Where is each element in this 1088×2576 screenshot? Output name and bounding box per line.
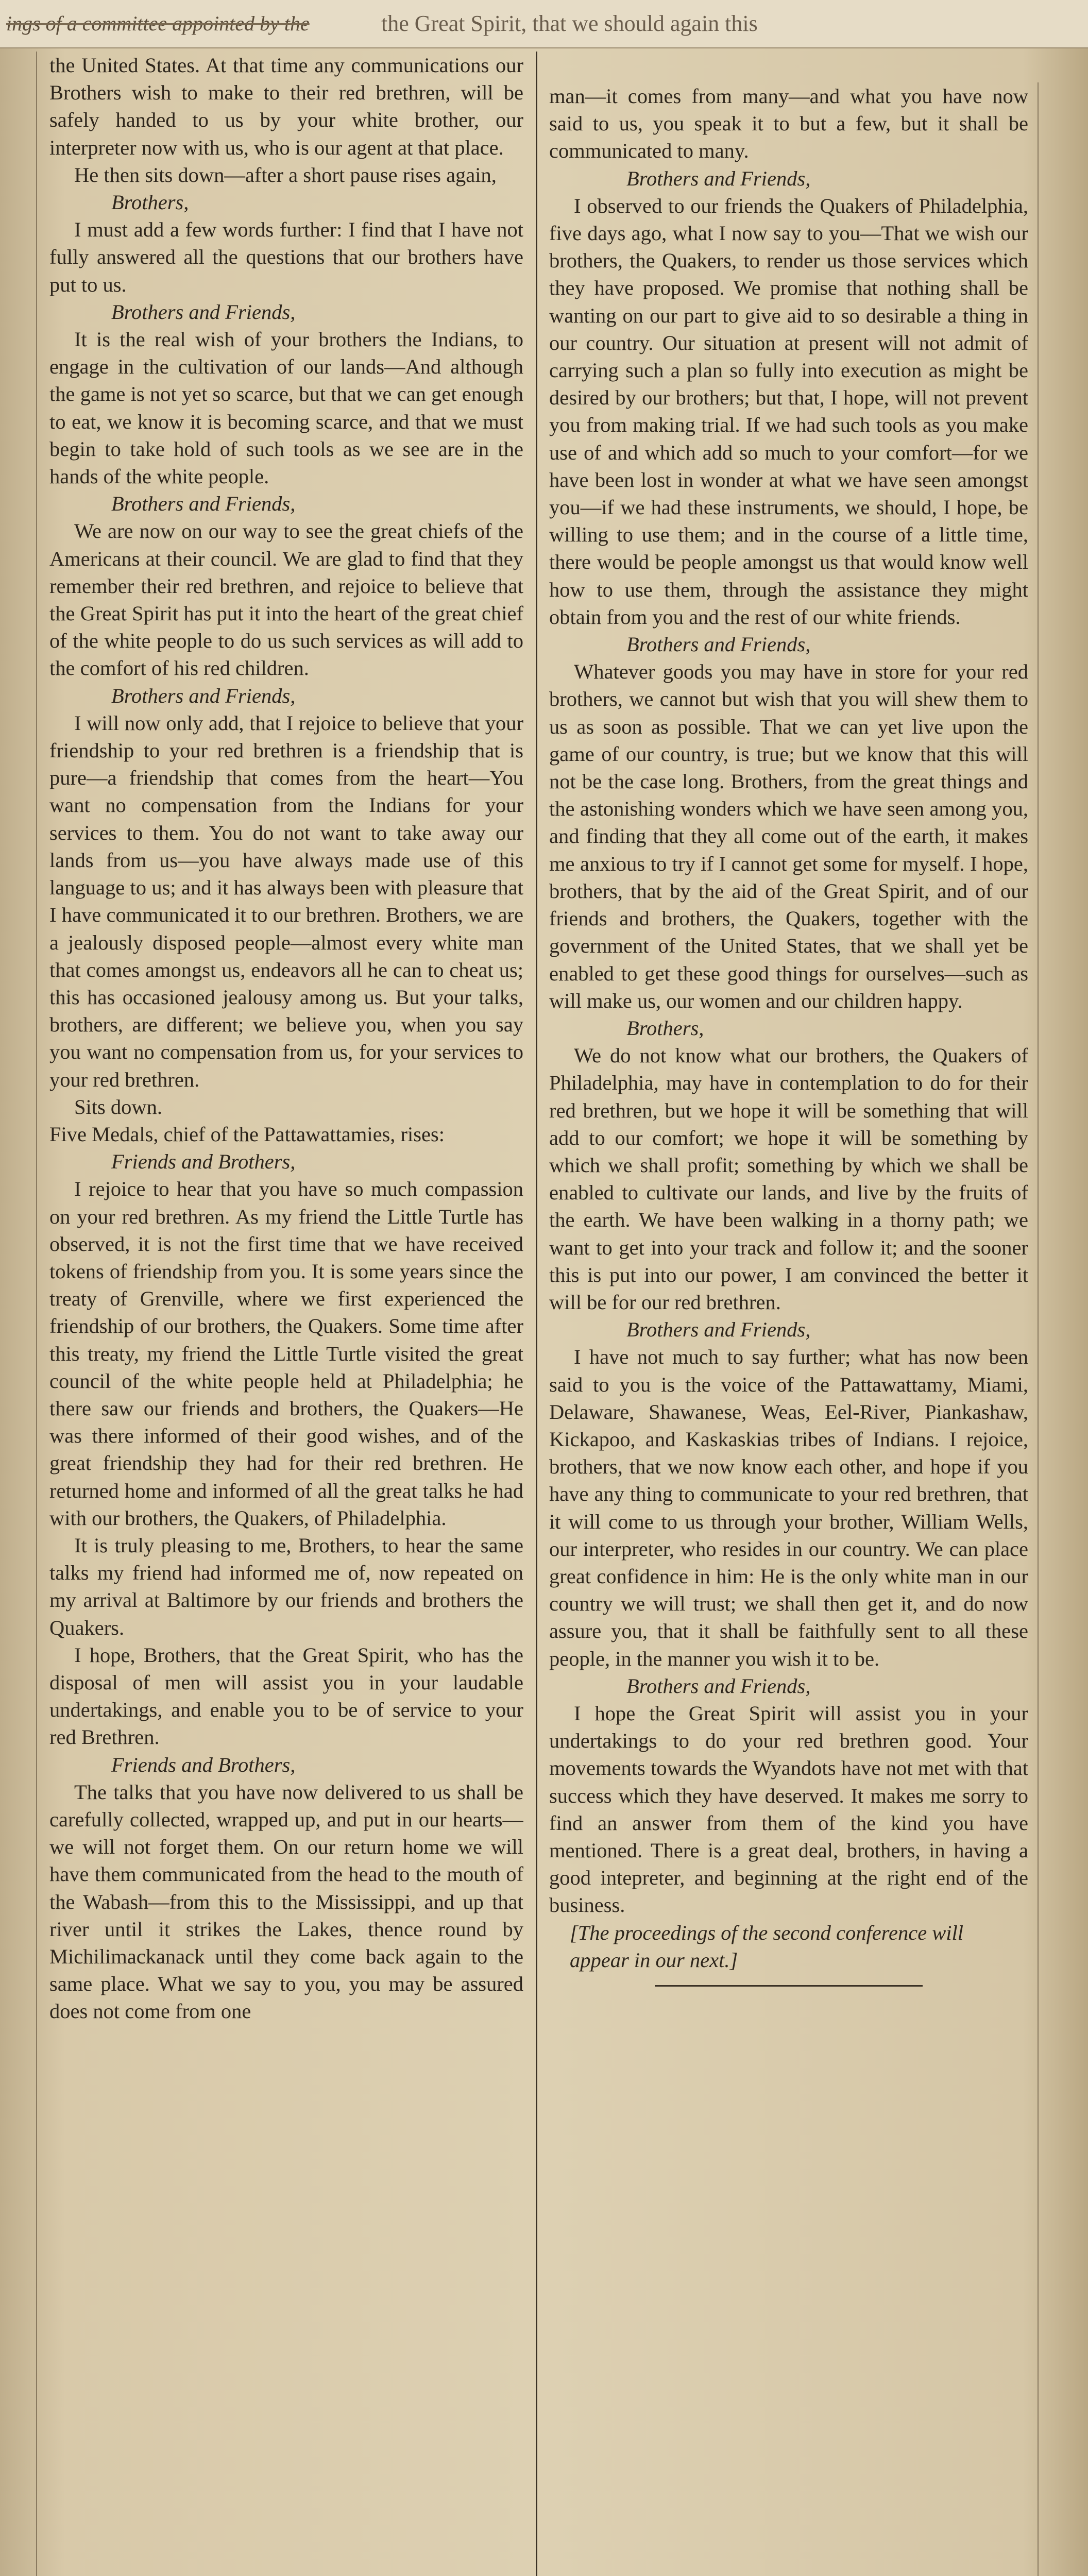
salutation: Brothers, xyxy=(111,191,189,214)
left-margin-rule xyxy=(36,52,37,2576)
paragraph: We do not know what our brothers, the Quakers of Philadelphia, may have in contemplation to do for their red brethren, but we hope it will be something that will add to our comfort; we hope it will be something by which we shall profit; something by which we shall be enabled to cultivate our lands, and live by the fruits of the earth. We have been walking in a thorny path; we want to get into your track and follow it; and the sooner this is put into our power, I am convinced the better it will be for our red brethren. xyxy=(549,1044,1028,1314)
header-fragment-left: ings of a committee appointed by the xyxy=(6,12,310,35)
column-divider xyxy=(536,52,537,2576)
paragraph: Sits down. xyxy=(74,1095,163,1118)
paragraph: I will now only add, that I rejoice to believe that your friendship to your red brethren is a friendship that is pure—a friendship that comes from the heart—You want no compensation from the Indians for your services to them. You do not want to take away our lands from us—you have always made use of this language to us; and it has always been with pleasure that I have communicated it to our brethren. Brothers, we are a jealously disposed people—almost every white man that comes amongst us, endeavors all he can to cheat us; this has occasioned jealousy among us. But your talks, brothers, are different; we believe you, when you say you want no compensation from us, for your services to your red brethren. xyxy=(49,711,523,1091)
header-fragment-right: the Great Spirit, that we should again this xyxy=(381,11,758,36)
paragraph: It is the real wish of your brothers the Indians, to engage in the cultivation of our lands—And although the game is not yet so scarce, but that we can get enough to eat, we know it is becoming scarce, and that we must begin to take hold of such tools as we see are in the hands of the white people. xyxy=(49,328,523,488)
paragraph: The talks that you have now delivered to us shall be carefully collected, wrapped up, and put in our hearts—we will not forget them. On our return home we will have them communicated from the head to the mouth of the Wabash—from this to the Mississippi, and up that river until it strikes the Lakes, thence round by Michilimackanack until they come back again to the same place. What we say to you, you may be assured does not come from one xyxy=(49,1780,523,2023)
salutation: Brothers and Friends, xyxy=(111,684,296,707)
left-column xyxy=(49,52,523,2576)
salutation: Brothers and Friends, xyxy=(111,492,296,516)
paragraph: I rejoice to hear that you have so much compassion on your red brethren. As my friend the Little Turtle has observed, it is not the first time that we have received tokens of friendship from you. It is some years since the treaty of Grenville, where we first experienced the friendship of our brothers, the Quakers. Some time after this treaty, my friend the Little Turtle visited the great council of the white people held at Philadelphia; he there saw our friends and brothers, the Quakers—He was there informed of their good wishes, and of the great friendship they had for their red brethren. He returned home and informed of all the great talks he had with our brothers, the Quakers, of Philadelphia. xyxy=(49,1177,523,1530)
salutation: Brothers and Friends, xyxy=(626,1674,811,1698)
salutation: Friends and Brothers, xyxy=(111,1753,296,1776)
paragraph: Five Medals, chief of the Pattawattamies, rises: xyxy=(49,1122,445,1146)
paragraph: I must add a few words further: I find that I have not fully answered all the questions that our brothers have put to us. xyxy=(49,218,523,296)
salutation: Brothers and Friends, xyxy=(626,166,811,190)
paragraph: I observed to our friends the Quakers of Philadelphia, five days ago, what I now say to you—That we wish our brothers, the Quakers, to render us those services which they have proposed. We promise that nothing shall be wanting on our part to give aid to so desirable a thing in our country. Our situation at present will not admit of carrying such a plan so fully into execution as might be desired by our brothers; but that, I hope, will not prevent you from making trial. If we had such tools as you make use of and which add so much to your comfort—for we have been lost in wonder at what we have seen amongst you—if we had these instruments, we should, I hope, be willing to use them; and in the course of a little time, there would be people amongst us that would know well how to use them, through the assistance they might obtain from you and the rest of our white friends. xyxy=(549,194,1028,629)
salutation: Brothers and Friends, xyxy=(626,1318,811,1342)
paragraph: man—it comes from many—and what you have now said to us, you speak it to but a few, but it shall be communicated to many. xyxy=(549,84,1028,163)
right-margin-rule xyxy=(1038,82,1039,2576)
salutation: Friends and Brothers, xyxy=(111,1150,296,1174)
paragraph: Whatever goods you may have in store for your red brothers, we cannot but wish that you will shew them to us as soon as possible. That we can yet live upon the game of our country, is true; but we know that this will not be the case long. Brothers, from the great things and the astonishing wonders which we have seen among you, and finding that they all come out of the earth, it makes me anxious to try if I cannot get some for myself. I hope, brothers, that by the aid of the Great Spirit, and of our friends and brothers, the Quakers, together with the government of the United States, that we shall yet be enabled to get these good things for ourselves—such as will make us, our women and our children happy. xyxy=(549,660,1028,1012)
salutation: Brothers and Friends, xyxy=(626,633,811,656)
end-rule xyxy=(655,1985,923,1987)
editor-note: [The proceedings of the second conference will appear in our next.] xyxy=(570,1921,964,1972)
paragraph: I hope, Brothers, that the Great Spirit, who has the disposal of men will assist you in your laudable undertakings, and enable you to be of service to your red Brethren. xyxy=(49,1643,523,1749)
salutation: Brothers and Friends, xyxy=(111,300,296,324)
salutation: Brothers, xyxy=(626,1016,704,1040)
paragraph: It is truly pleasing to me, Brothers, to hear the same talks my friend had informed me of, now repeated on my arrival at Baltimore by our friends and brothers the Quakers. xyxy=(49,1533,523,1639)
paragraph: We are now on our way to see the great chiefs of the Americans at their council. We are glad to find that they remember their red brethren, and rejoice to believe that the Great Spirit has put it into the heart of the great chief of the white people to do us such services as will add to the comfort of his red children. xyxy=(49,519,523,680)
paragraph: I hope the Great Spirit will assist you in your undertakings to do your red brethren good. Your movements towards the Wyandots have not met with that success which they have deserved. It makes me sorry to find an answer from them of the kind you have mentioned. There is a great deal, brothers, in having a good intepreter, and beginning at the right end of the business. xyxy=(549,1701,1028,1917)
right-column xyxy=(549,82,1028,2576)
paragraph: I have not much to say further; what has now been said to you is the voice of the Pattawattamy, Miami, Delaware, Shawanese, Weas, Eel-River, Piankashaw, Kickapoo, and Kaskaskias tribes of Indians. I rejoice, brothers, that we now know each other, and hope if you have any thing to communicate to your red brethren, that it will come to us through your brother, William Wells, our interpreter, who resides in our country. We can place great confidence in him: He is the only white man in our country we will trust; we shall then get it, and do now assure you, that it shall be faithfully sent to all these people, in the manner you wish it to be. xyxy=(549,1345,1028,1670)
torn-header-strip xyxy=(0,0,1088,48)
paragraph: He then sits down—after a short pause rises again, xyxy=(74,163,497,187)
paragraph: the United States. At that time any communications our Brothers wish to make to their red brethren, will be safely handed to us by your white brother, our interpreter now with us, who is our agent at that place. xyxy=(49,54,523,159)
